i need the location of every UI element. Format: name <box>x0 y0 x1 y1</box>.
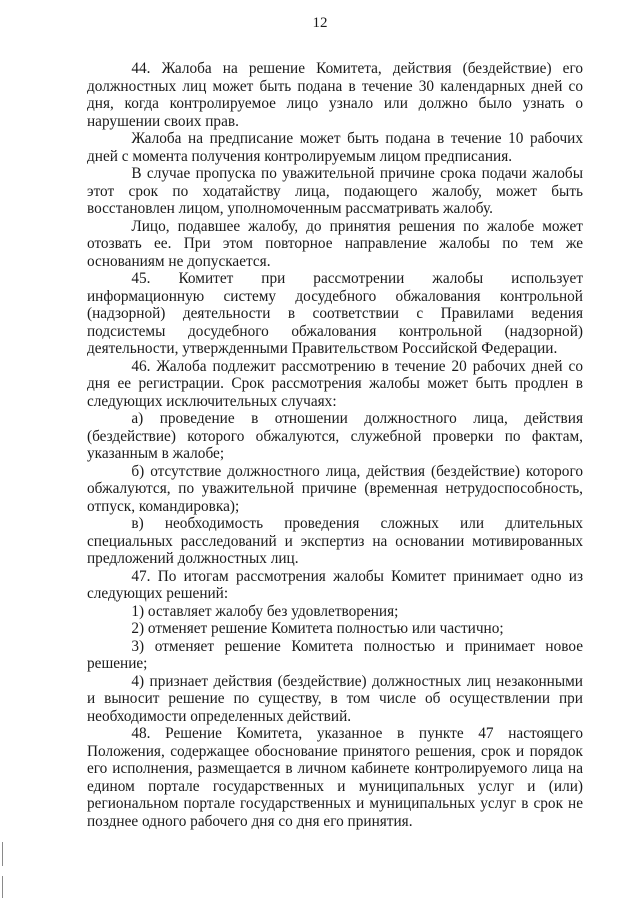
paragraph-47-item-1: 1) оставляет жалобу без удовлетворения; <box>131 602 399 620</box>
scan-edge-mark <box>2 876 3 898</box>
paragraph-47-item-2: 2) отменяет решение Комитета полностью или частично; <box>131 620 504 637</box>
paragraph-46: 46. Жалоба подлежит рассмотрению в течение 20 рабочих дней со дня ее регистрации. Срок рассмотрения жалобы может быть продлен в следующих исключительных случаях: <box>87 357 583 410</box>
document-body <box>87 60 583 830</box>
paragraph-45: 45. Комитет при рассмотрении жалобы использует информационную систему досудебного обжалования контрольной (надзорной) деятельности в соответствии с Правилами ведения подсистемы досудебного обжалования контрольной (надзорной) деятельности, утвержденными Правительством Российской Федерации. <box>87 270 583 357</box>
paragraph-48: 48. Решение Комитета, указанное в пункте 47 настоящего Положения, содержащее обоснование принятого решения, срок и порядок его исполнения, размещается в личном кабинете контролируемого лица на едином портале государственных и муниципальных услуг и (или) региональном портале государственных и муниципальных услуг в срок не позднее одного рабочего дня со дня его принятия. <box>87 725 583 830</box>
scan-edge-mark <box>2 842 3 866</box>
paragraph-46-item-b: б) отсутствие должностного лица, действия (бездействие) которого обжалуются, по уважительной причине (временная нетрудоспособность, отпуск, командировка); <box>87 462 583 515</box>
paragraph-44: 44. Жалоба на решение Комитета, действия (бездействие) его должностных лиц может быть подана в течение 30 календарных дней со дня, когда контролируемое лицо узнало или должно было узнать о нарушении своих прав. <box>87 60 583 130</box>
paragraph-47-item-4: 4) признает действия (бездействие) должностных лиц незаконными и выносит решение по существу, в том числе об осуществлении при необходимости определенных действий. <box>87 672 583 725</box>
paragraph-44-prescription: Жалоба на предписание может быть подана в течение 10 рабочих дней с момента получения контролируемым лицом предписания. <box>87 130 583 165</box>
paragraph-44-withdrawal: Лицо, подавшее жалобу, до принятия решения по жалобе может отозвать ее. При этом повторное направление жалобы по тем же основаниям не допускается. <box>87 217 583 270</box>
paragraph-44-deadline-restore: В случае пропуска по уважительной причине срока подачи жалобы этот срок по ходатайству лица, подающего жалобу, может быть восстановлен лицом, уполномоченным рассматривать жалобу. <box>87 165 583 217</box>
paragraph-46-item-a: а) проведение в отношении должностного лица, действия (бездействие) которого обжалуются, служебной проверки по фактам, указанным в жалобе; <box>87 410 583 462</box>
paragraph-47: 47. По итогам рассмотрения жалобы Комитет принимает одно из следующих решений: <box>87 567 583 602</box>
page-number: 12 <box>312 15 328 31</box>
paragraph-46-item-c: в) необходимость проведения сложных или длительных специальных расследований и экспертиз на основании мотивированных предложений должностных лиц. <box>87 515 583 567</box>
paragraph-47-item-3: 3) отменяет решение Комитета полностью и принимает новое решение; <box>87 637 583 672</box>
